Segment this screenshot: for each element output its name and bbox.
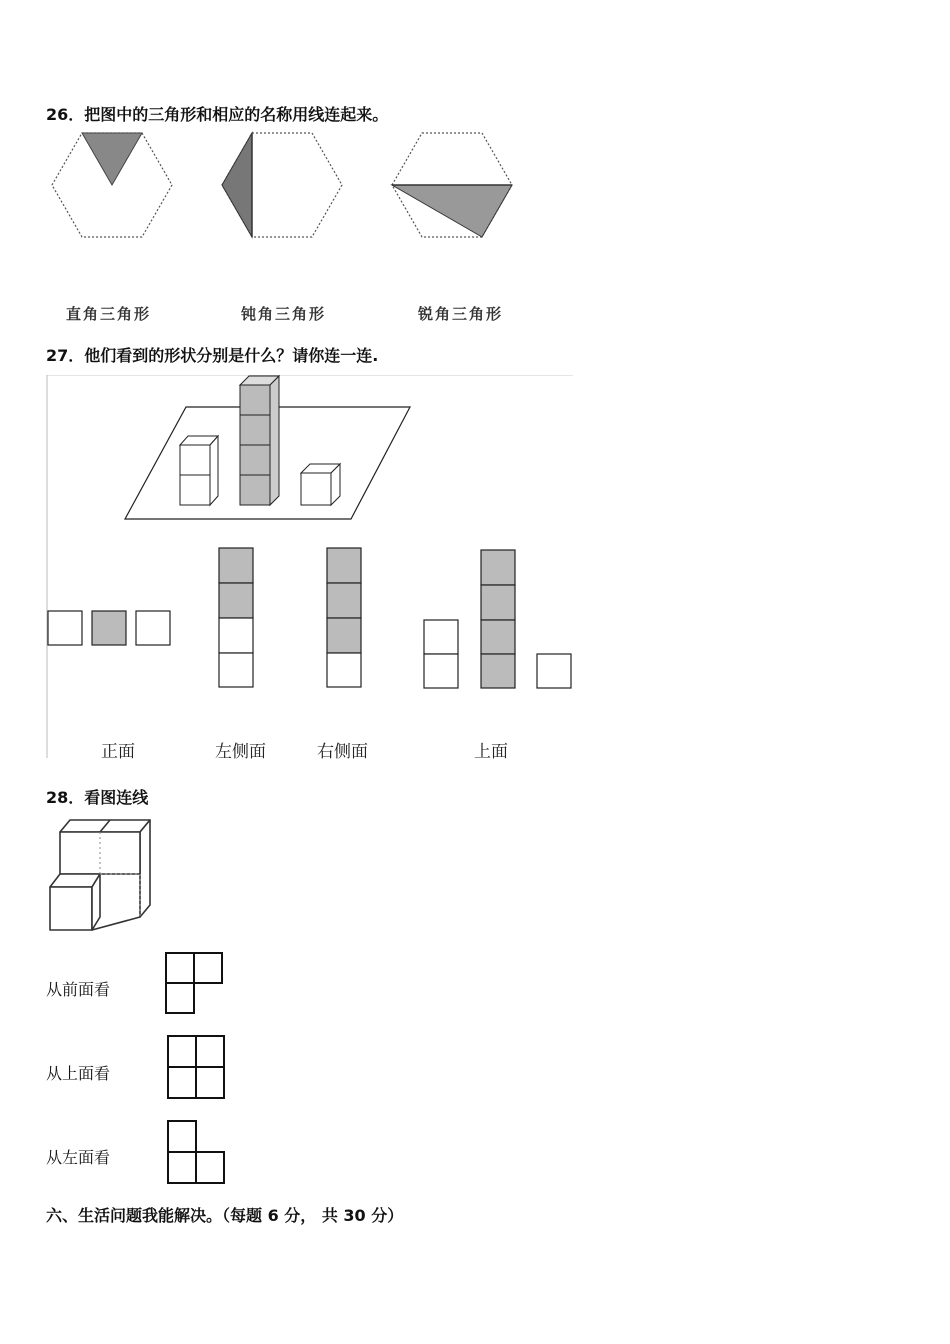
hexagon-2 xyxy=(222,133,342,237)
right-cube xyxy=(301,464,340,505)
triangle-label-right: 直角三角形 xyxy=(66,305,152,323)
q28-option-2 xyxy=(165,1033,227,1101)
question-28-title: 28．看图连线 xyxy=(46,788,149,807)
look-label-top: 从上面看 xyxy=(46,1064,111,1083)
q28-option-3 xyxy=(165,1118,227,1186)
view-label-right: 右侧面 xyxy=(317,742,368,762)
hexagon-1 xyxy=(52,133,172,237)
triangle-label-obtuse: 钝角三角形 xyxy=(241,305,327,323)
view-label-left: 左侧面 xyxy=(215,742,266,762)
triangle-label-acute: 锐角三角形 xyxy=(418,305,504,323)
view-option-left xyxy=(219,548,253,687)
q27-cubes-figure xyxy=(46,375,574,760)
q28-solid-figure xyxy=(46,817,158,935)
left-cube-stack xyxy=(180,436,218,505)
middle-cube-stack xyxy=(240,376,279,505)
question-27-title: 27．他们看到的形状分别是什么？请你连一连. xyxy=(46,346,379,365)
look-label-left: 从左面看 xyxy=(46,1148,111,1167)
section-6-title: 六、生活问题我能解决。（每题 6 分， 共 30 分） xyxy=(46,1206,404,1225)
view-option-top xyxy=(424,550,571,688)
look-label-front: 从前面看 xyxy=(46,980,111,999)
hexagon-3 xyxy=(392,133,512,237)
view-option-front xyxy=(48,611,170,645)
q28-option-1 xyxy=(163,950,225,1016)
q26-hexagons-figure xyxy=(40,125,540,250)
question-26-title: 26．把图中的三角形和相应的名称用线连起来。 xyxy=(46,105,389,124)
view-option-right xyxy=(327,548,361,687)
view-label-top: 上面 xyxy=(474,742,508,762)
view-label-front: 正面 xyxy=(101,742,135,762)
